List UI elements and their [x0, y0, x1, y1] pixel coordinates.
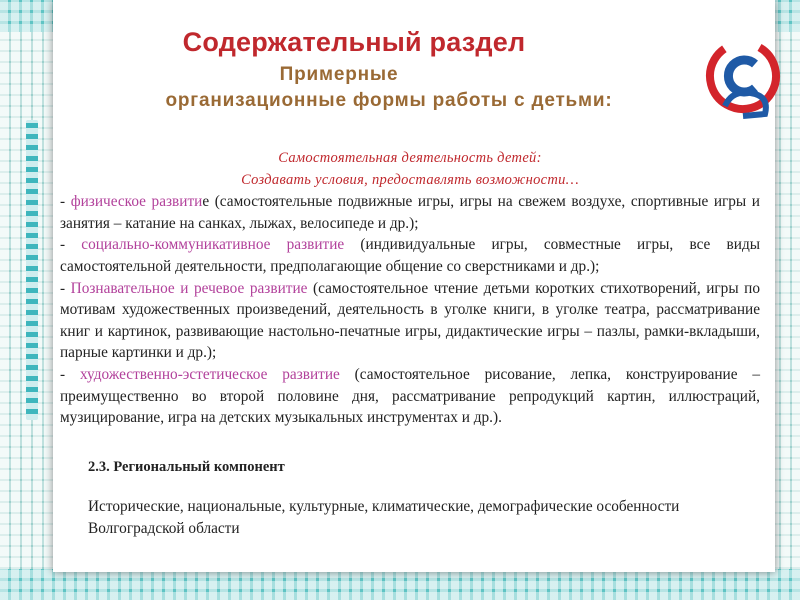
list-item-text: (самостоятельное рисование, лепка, конструирование – преимущественно во второй половине дня, рассматривание репродукций картин, иллюстраций, музицирование, игра на детских музыкальных инструментах и др.). — [60, 365, 761, 427]
list-item-prefix: - — [60, 365, 80, 383]
slide-subtitle-line2: организационные формы работы с детьми: — [165, 90, 613, 111]
content-heading-line2: Создавать условия, предоставлять возможности… — [241, 171, 579, 188]
slide-title: Содержательный раздел — [182, 27, 526, 57]
list-item — [60, 234, 760, 277]
content-heading-line1: Самостоятельная деятельность детей: — [278, 150, 542, 166]
regional-heading: 2.3. Региональный компонент — [88, 459, 285, 475]
regional-text: Исторические, национальные, культурные, климатические, демографические особенности Волгоградской области — [88, 498, 680, 537]
list-item — [60, 278, 760, 364]
education-standard-logo-icon — [703, 36, 783, 122]
list-item-prefix: - — [60, 279, 71, 297]
list-item-text: (самостоятельное чтение детьми коротких стихотворений, игры по мотивам художественных произведений, деятельность в уголке книги, в уголке театра, рассматривание книг и картинок, развивающие настольно-печатные игры, дидактические игры – пазлы, рамки-вкладыши, парные картинки и др.); — [60, 279, 761, 362]
bottom-decor-strip — [0, 569, 800, 600]
slide-card — [53, 0, 775, 572]
list-item-text: (индивидуальные игры, совместные игры, все виды самостоятельной деятельности, предполагающие общение со сверстниками и др.); — [60, 236, 761, 275]
list-item-text: е (самостоятельные подвижные игры, игры на свежем воздухе, спортивные игры и занятия – катание на санках, лыжах, велосипеде и др.); — [60, 193, 760, 232]
regional-component — [88, 456, 728, 540]
list-item-highlight: художественно-эстетическое развитие — [79, 365, 340, 383]
list-item-highlight: социально-коммуникативное развитие — [81, 236, 345, 254]
list-item — [60, 191, 760, 234]
list-item-prefix: - — [60, 236, 82, 254]
list-item-highlight: Познавательное и речевое развитие — [70, 279, 308, 297]
list-item — [60, 364, 760, 429]
list-item-prefix: - — [60, 193, 71, 211]
list-item-highlight: физическое развити — [70, 193, 203, 211]
main-content — [60, 148, 760, 429]
slide-subtitle-line1: Примерные — [279, 64, 399, 85]
left-decor-ribbon — [26, 120, 38, 420]
